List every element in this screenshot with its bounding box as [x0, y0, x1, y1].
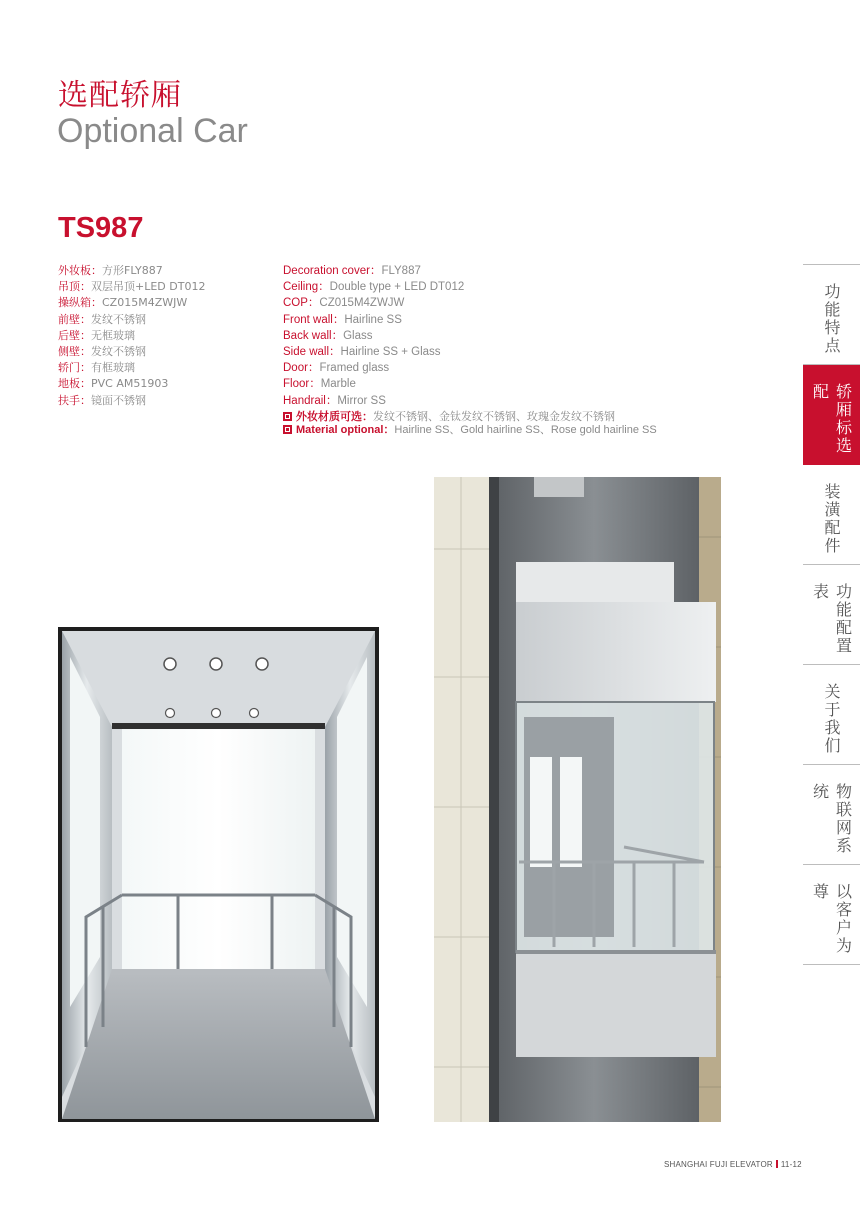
spec-label: Door：	[283, 362, 320, 375]
spec-value: FLY887	[381, 265, 421, 277]
panoramic-elevator-photo	[434, 477, 721, 1122]
spec-label: 地板：	[58, 377, 91, 391]
spec-row	[58, 328, 278, 344]
spec-label: 侧壁：	[58, 345, 91, 359]
side-nav	[803, 264, 860, 965]
spec-list-cn	[58, 263, 278, 409]
spec-row	[58, 279, 278, 295]
spec-label: 扶手：	[58, 393, 91, 407]
side-nav-item-about[interactable]	[803, 665, 860, 765]
side-nav-item-iot[interactable]	[803, 765, 860, 865]
spec-row	[58, 393, 278, 409]
side-nav-item-car-options[interactable]	[803, 365, 860, 465]
side-nav-label: 以客户为尊	[810, 883, 853, 955]
spec-row	[283, 295, 703, 311]
spec-value: Hairline SS	[344, 313, 402, 326]
spec-row	[283, 393, 703, 409]
spec-value: 发纹不锈钢	[91, 312, 146, 326]
side-nav-label: 物联网系统	[810, 783, 853, 855]
spec-row	[58, 312, 278, 328]
optional-value: 发纹不锈钢、金钛发纹不锈钢、玫瑰金发纹不锈钢	[373, 409, 615, 423]
side-nav-label: 功能特点	[822, 283, 841, 355]
spec-value: Double type + LED DT012	[329, 281, 465, 294]
footer-brand: SHANGHAI FUJI ELEVATOR	[664, 1160, 773, 1169]
spec-value: 镜面不锈钢	[91, 393, 146, 407]
spec-label: 操纵箱：	[58, 296, 102, 310]
spec-value: CZ015M4ZWJW	[319, 297, 405, 310]
spec-value: Marble	[320, 378, 356, 391]
spec-row	[283, 344, 703, 360]
side-nav-label: 轿厢标选配	[810, 383, 853, 455]
optional-value: Hairline SS、Gold hairline SS、Rose gold hairline SS	[394, 424, 657, 437]
side-nav-label: 功能配置表	[810, 583, 853, 655]
spec-value: Mirror SS	[337, 394, 386, 407]
side-nav-item-customer[interactable]	[803, 865, 860, 965]
page-footer	[664, 1160, 802, 1169]
spec-row	[283, 328, 703, 344]
side-nav-label: 装潢配件	[822, 483, 841, 555]
spec-value: Framed glass	[319, 362, 390, 375]
side-nav-label: 关于我们	[822, 683, 841, 755]
spec-label: Side wall：	[283, 346, 341, 359]
spec-row	[283, 360, 703, 376]
spec-label: Front wall：	[283, 313, 345, 326]
spec-value: Hairline SS + Glass	[340, 346, 441, 359]
spec-row	[58, 376, 278, 392]
model-name: TS987	[58, 212, 144, 244]
spec-row	[58, 295, 278, 311]
bullet-icon	[283, 412, 292, 421]
optional-material-cn	[283, 410, 703, 424]
side-nav-item-config-table[interactable]	[803, 565, 860, 665]
spec-label: Back wall：	[283, 329, 344, 342]
optional-material-en	[283, 423, 703, 438]
spec-label: Floor：	[283, 378, 321, 391]
spec-value: PVC AM51903	[91, 377, 169, 391]
page-title-en: Optional Car	[57, 112, 248, 150]
spec-label: 前壁：	[58, 312, 91, 326]
page-number: 11-12	[780, 1160, 802, 1169]
bullet-icon	[283, 425, 292, 434]
spec-row	[283, 312, 703, 328]
spec-label: 吊顶：	[58, 280, 91, 294]
spec-row	[283, 376, 703, 392]
spec-row	[58, 263, 278, 279]
spec-label: 轿门：	[58, 361, 91, 375]
spec-label: Ceiling：	[283, 281, 330, 294]
spec-label: 外妆板：	[58, 264, 102, 277]
spec-row	[58, 344, 278, 360]
spec-label: Handrail：	[283, 394, 338, 407]
car-interior-photo	[58, 627, 379, 1122]
spec-value: 发纹不锈钢	[91, 345, 146, 359]
spec-label: Decoration cover：	[283, 265, 382, 277]
spec-row	[58, 360, 278, 376]
optional-label: 外妆材质可选：	[296, 409, 373, 423]
page-title-cn: 选配轿厢	[58, 78, 182, 113]
spec-value: 有框玻璃	[91, 361, 135, 375]
spec-row	[283, 263, 703, 279]
spec-value: Glass	[343, 329, 373, 342]
footer-divider	[776, 1160, 778, 1168]
optional-label: Material optional：	[296, 424, 395, 437]
spec-value: 双层吊顶+LED DT012	[91, 280, 206, 294]
spec-label: COP：	[283, 297, 320, 310]
side-nav-item-features[interactable]	[803, 265, 860, 365]
spec-row	[283, 279, 703, 295]
spec-list-en	[283, 263, 703, 438]
spec-value: 无框玻璃	[91, 328, 135, 342]
spec-value: CZ015M4ZWJW	[102, 296, 188, 310]
spec-label: 后壁：	[58, 328, 91, 342]
spec-value: 方形FLY887	[102, 264, 163, 277]
side-nav-item-decoration[interactable]	[803, 465, 860, 565]
